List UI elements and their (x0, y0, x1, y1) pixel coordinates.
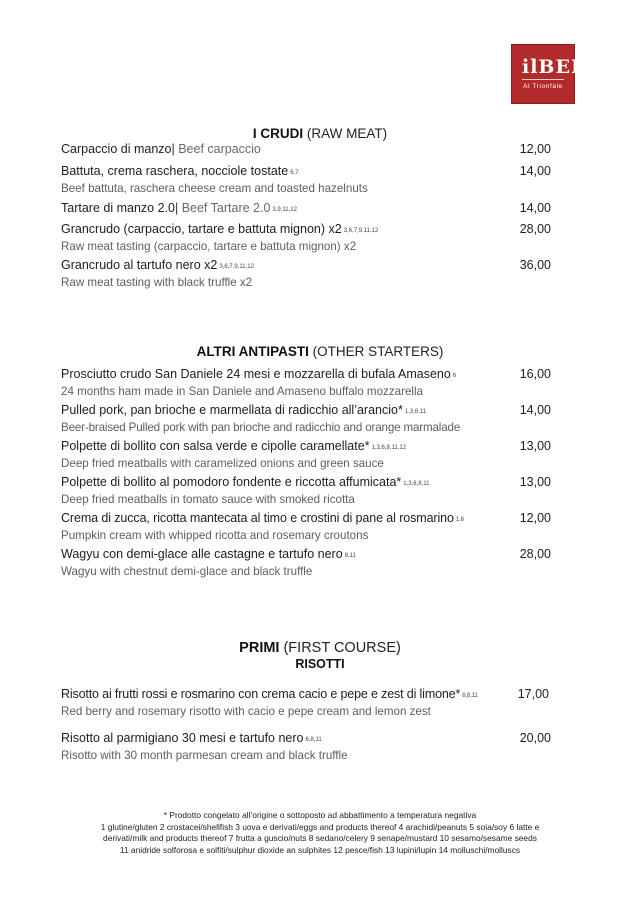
item-price: 14,00 (519, 201, 551, 215)
allergen-legend-line: 11 anidride solforosa e solfiti/sulphur dioxide an sulphites 12 pesce/fish 13 lupini/lupin 14 molluschi/molluscs (119, 844, 521, 855)
menu-item (61, 547, 551, 579)
allergen-codes: 6 (452, 373, 457, 379)
menu-item (61, 511, 551, 543)
item-translation: Red berry and rosemary risotto with cacio e pepe cream and lemon zest (61, 705, 431, 718)
menu-item (61, 367, 551, 399)
item-name: Risotto al parmigiano 30 mesi e tartufo nero (61, 731, 304, 745)
item-price: 16,00 (519, 367, 551, 381)
allergen-codes: 1,3,6,8,11 (403, 481, 430, 487)
item-translation: Deep fried meatballs in tomato sauce with smoked ricotta (61, 493, 355, 506)
allergen-codes: 3,9,11,12 (272, 207, 297, 213)
menu-item: Tartare di manzo 2.0| Beef Tartare 2.0 3,9,11,12 14,00 (61, 201, 551, 215)
menu-item (61, 439, 551, 471)
item-translation: Beef Tartare 2.0 (181, 201, 271, 215)
item-price: 13,00 (519, 439, 551, 453)
restaurant-logo (511, 44, 610, 104)
item-translation: Pumpkin cream with whipped ricotta and rosemary croutons (61, 529, 369, 542)
allergen-codes: 6,8,11 (305, 737, 322, 743)
item-price: 12,00 (519, 142, 551, 156)
item-name: Pulled pork, pan brioche e marmellata di radicchio all’arancio* (61, 403, 403, 417)
allergen-legend-line: derivati/milk and products thereof 7 frutta a guscio/nuts 8 sedano/celery 9 senape/mustard 10 sesamo/sesame seeds (103, 833, 537, 844)
item-name: Battuta, crema raschera, nocciole tostate (61, 164, 289, 178)
allergen-legend-line: 1 glutine/gluten 2 crostacei/shellfish 3 uova e derivati/eggs and products thereof 4 arachidi/peanuts 5 soia/soy 6 latte e (100, 821, 540, 832)
item-translation: 24 months ham made in San Daniele and Amaseno buffalo mozzarella (61, 385, 423, 398)
item-name: Wagyu con demi-glace alle castagne e tartufo nero (61, 547, 343, 561)
allergen-codes: 1,3,6,11 (404, 409, 427, 415)
item-name: Risotto ai frutti rossi e rosmarino con crema cacio e pepe e zest di limone* (61, 687, 461, 701)
logo-tagline: Al Trionfale (523, 83, 563, 90)
allergen-codes: 3,6,7,9,11,12 (343, 228, 379, 234)
item-name: Grancrudo al tartufo nero x2 (61, 258, 218, 272)
item-name: Polpette di bollito al pomodoro fondente e riccotta affumicata* (61, 475, 402, 489)
item-translation: Raw meat tasting with black truffle x2 (61, 276, 253, 289)
menu-item (61, 258, 551, 290)
item-price: 13,00 (519, 475, 551, 489)
section-subtitle-risotti: RISOTTI (295, 657, 345, 671)
menu-item (61, 164, 551, 196)
item-translation: Raw meat tasting (carpaccio, tartare e battuta mignon) x2 (61, 240, 357, 253)
item-translation: Beef battuta, raschera cheese cream and toasted hazelnuts (61, 182, 368, 195)
item-price: 28,00 (519, 547, 551, 561)
menu-item (61, 687, 551, 719)
item-name: Polpette di bollito con salsa verde e cipolle caramellate* (61, 439, 370, 453)
section-title-antipasti: ALTRI ANTIPASTI (OTHER STARTERS) (196, 344, 444, 359)
item-translation: Wagyu with chestnut demi-glace and black truffle (61, 565, 313, 578)
logo-brand: ilBELLI (522, 56, 610, 78)
allergen-codes: 1,6 (455, 517, 464, 523)
menu-item (61, 403, 551, 435)
allergen-footnote (0, 810, 640, 856)
item-translation: Risotto with 30 month parmesan cream and black truffle (61, 749, 348, 762)
menu-item (61, 731, 551, 763)
allergen-codes: 6,7 (290, 170, 299, 176)
section-title-primi: PRIMI (FIRST COURSE) (239, 640, 401, 656)
item-name: Tartare di manzo 2.0 (61, 201, 175, 215)
frozen-note: * Prodotto congelato all’origine o sottoposto ad abbattimento a temperatura negativa (163, 810, 477, 820)
item-name: Carpaccio di manzo (61, 142, 172, 156)
allergen-codes: 3,6,7,9,11,12 (219, 264, 254, 270)
item-price: 12,00 (519, 511, 551, 525)
allergen-codes: 8,11 (344, 553, 356, 559)
item-price: 36,00 (519, 258, 551, 272)
item-name: Grancrudo (carpaccio, tartare e battuta mignon) x2 (61, 222, 342, 236)
menu-item: Carpaccio di manzo| Beef carpaccio 12,00 (61, 142, 551, 156)
item-price: 14,00 (519, 164, 551, 178)
item-price: 14,00 (519, 403, 551, 417)
item-translation: Beef carpaccio (178, 142, 261, 156)
menu-item (61, 222, 551, 254)
item-price: 17,00 (517, 687, 549, 701)
item-translation: Deep fried meatballs with caramelized onions and green sauce (61, 457, 384, 470)
menu-item (61, 475, 551, 507)
item-price: 20,00 (519, 731, 551, 745)
allergen-codes: 1,3,6,8,11,12 (371, 445, 407, 451)
item-translation: Beer-braised Pulled pork with pan brioche and radicchio and orange marmalade (61, 421, 461, 434)
item-price: 28,00 (519, 222, 551, 236)
section-title-crudi: I CRUDI (RAW MEAT) (252, 126, 388, 141)
allergen-codes: 6,8,11 (462, 693, 478, 699)
item-name: Prosciutto crudo San Daniele 24 mesi e mozzarella di bufala Amaseno (61, 367, 451, 381)
item-name: Crema di zucca, ricotta mantecata al timo e crostini di pane al rosmarino (61, 511, 454, 525)
